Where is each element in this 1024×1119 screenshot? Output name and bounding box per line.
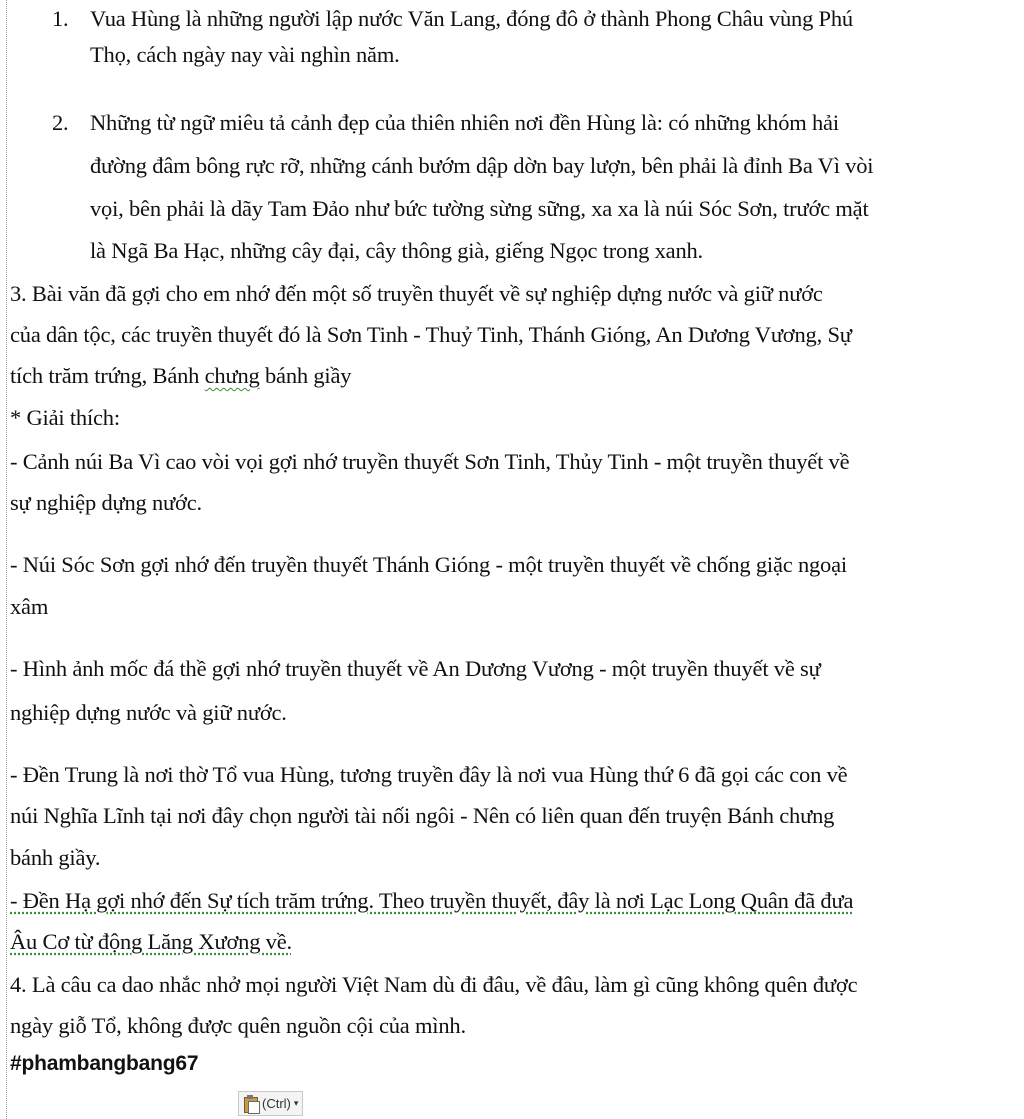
explain-4-line-2: núi Nghĩa Lĩnh tại nơi đây chọn người tài nối ngôi - Nên có liên quan đến truyện Bánh chưng (10, 803, 835, 828)
spellcheck-word: chưng (204, 363, 260, 388)
explain-heading: * Giải thích: (10, 405, 120, 430)
item-2-line-4: là Ngã Ba Hạc, những cây đại, cây thông già, giếng Ngọc trong xanh. (90, 238, 703, 263)
explain-1-line-2: sự nghiệp dựng nước. (10, 490, 202, 515)
paste-options-label: (Ctrl) (262, 1096, 291, 1111)
explain-3-line-1: - Hình ảnh mốc đá thề gợi nhớ truyền thuyết về An Dương Vương - một truyền thuyết về sự (10, 656, 821, 681)
item-3-line-3 (10, 363, 351, 389)
paste-options-button[interactable] (238, 1091, 303, 1116)
item-3-line-3-a: tích trăm trứng, Bánh (10, 363, 205, 388)
item-2-number: 2. (52, 110, 69, 135)
item-3-line-1: 3. Bài văn đã gợi cho em nhớ đến một số truyền thuyết về sự nghiệp dựng nước và giữ nước (10, 281, 823, 306)
item-2-line-1: Những từ ngữ miêu tả cảnh đẹp của thiên nhiên nơi đền Hùng là: có những khóm hải (90, 110, 839, 135)
author-hashtag: #phambangbang67 (10, 1052, 199, 1075)
item-2-line-3: vọi, bên phải là dãy Tam Đảo như bức tường sừng sững, xa xa là núi Sóc Sơn, trước mặt (90, 196, 869, 221)
item-4-line-2: ngày giỗ Tổ, không được quên nguồn cội của mình. (10, 1013, 466, 1038)
item-1-number: 1. (52, 6, 69, 31)
item-2-line-2: đường đâm bông rực rỡ, những cánh bướm dập dờn bay lượn, bên phải là đỉnh Ba Vì vòi (90, 153, 874, 178)
explain-1-line-1: - Cảnh núi Ba Vì cao vòi vọi gợi nhớ truyền thuyết Sơn Tinh, Thủy Tinh - một truyền thuyết về (10, 449, 850, 474)
item-1-line-1: Vua Hùng là những người lập nước Văn Lang, đóng đô ở thành Phong Châu vùng Phú (90, 6, 853, 31)
explain-5-line-1: - Đền Hạ gợi nhớ đến Sự tích trăm trứng. Theo truyền thuyết, đây là nơi Lạc Long Quân đã đưa (10, 888, 854, 913)
explain-2-line-2: xâm (10, 594, 49, 619)
page-margin-line (6, 0, 7, 1119)
item-3-line-3-c: bánh giầy (259, 363, 352, 388)
clipboard-paste-icon (243, 1095, 259, 1113)
explain-4-line-1: - Đền Trung là nơi thờ Tổ vua Hùng, tương truyền đây là nơi vua Hùng thứ 6 đã gọi các con về (10, 762, 848, 787)
item-1-line-2: Thọ, cách ngày nay vài nghìn năm. (90, 42, 400, 67)
explain-5-line-2: Âu Cơ từ động Lăng Xương về. (10, 929, 292, 954)
explain-3-line-2: nghiệp dựng nước và giữ nước. (10, 700, 287, 725)
dropdown-caret-icon: ▾ (293, 1098, 299, 1108)
item-3-line-2: của dân tộc, các truyền thuyết đó là Sơn Tinh - Thuỷ Tinh, Thánh Gióng, An Dương Vương, Sự (10, 322, 852, 347)
explain-2-line-1: - Núi Sóc Sơn gợi nhớ đến truyền thuyết Thánh Gióng - một truyền thuyết về chống giặc ngoại (10, 552, 847, 577)
explain-4-line-3: bánh giầy. (10, 845, 101, 870)
item-4-line-1: 4. Là câu ca dao nhắc nhở mọi người Việt Nam dù đi đâu, về đâu, làm gì cũng không quên được (10, 972, 858, 997)
